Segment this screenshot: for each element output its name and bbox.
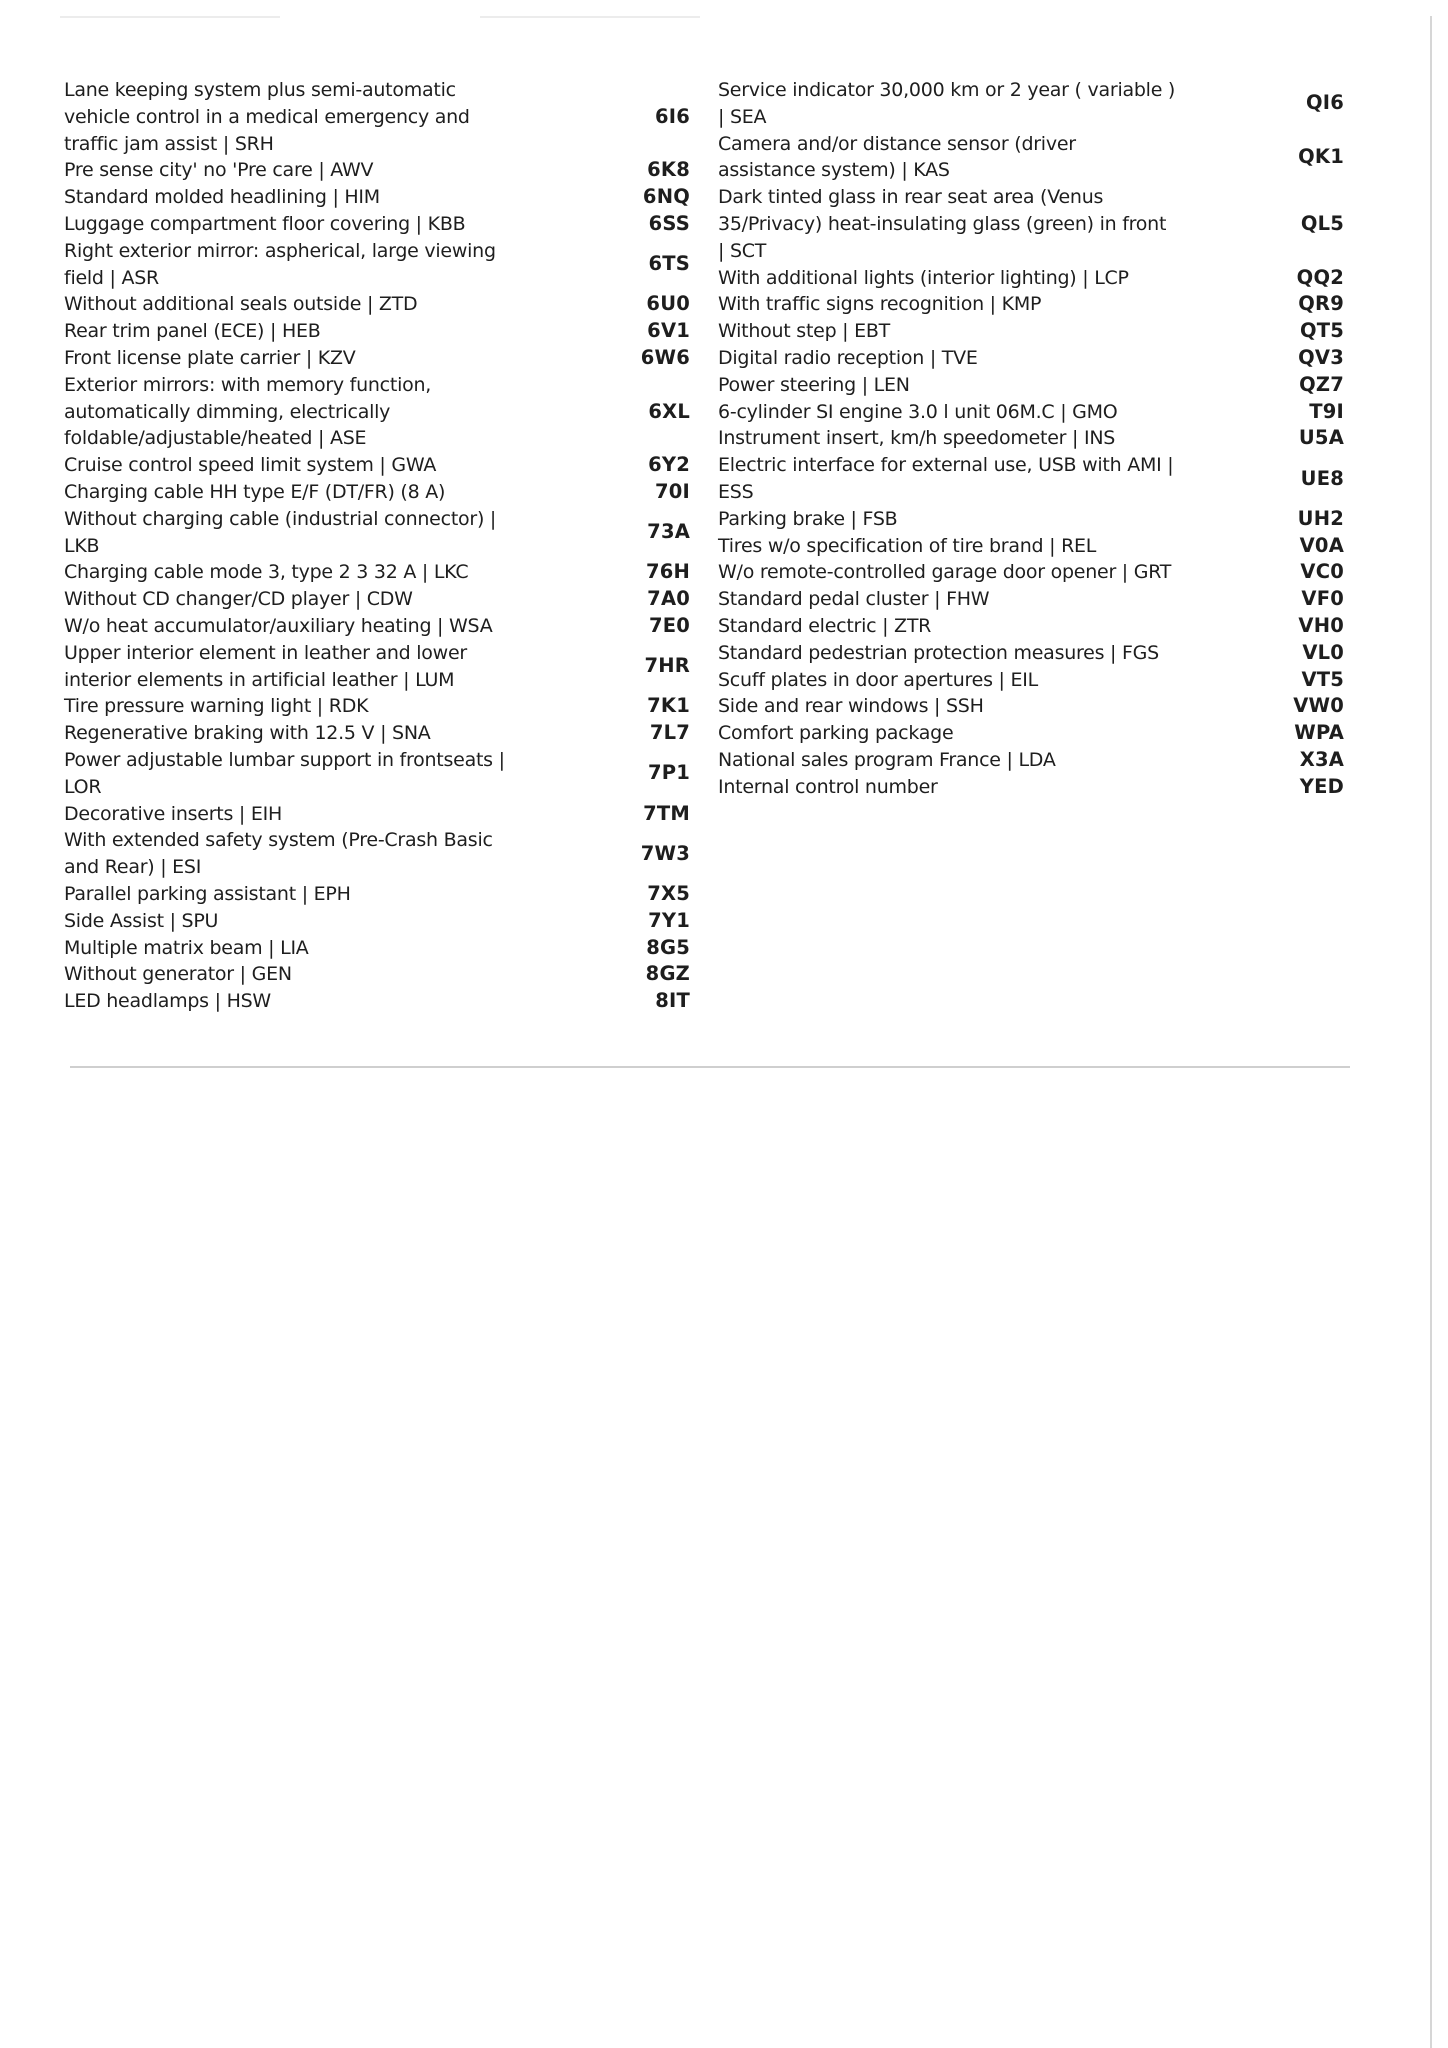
option-code: VC0 (1300, 560, 1344, 584)
option-description: Electric interface for external use, USB with AMI | ESS (718, 454, 1174, 503)
option-row (718, 613, 1344, 640)
option-description: With traffic signs recognition | KMP (718, 293, 1042, 316)
option-code: VF0 (1301, 587, 1344, 611)
option-description: Exterior mirrors: with memory function, automatically dimming, electrically foldable/adjustable/heated | ASE (64, 373, 432, 450)
option-row (718, 452, 1344, 506)
option-code: 8GZ (645, 962, 690, 986)
option-description: Scuff plates in door apertures | EIL (718, 668, 1038, 691)
option-description: Without charging cable (industrial connector) | LKB (64, 507, 497, 557)
option-description: Power steering | LEN (718, 373, 910, 396)
option-description: Luggage compartment floor covering | KBB (64, 212, 466, 235)
option-description: Charging cable mode 3, type 2 3 32 A | LKC (64, 561, 469, 584)
option-row (64, 827, 690, 881)
option-description: Regenerative braking with 12.5 V | SNA (64, 722, 431, 745)
option-row (64, 720, 690, 747)
option-code: QI6 (1305, 91, 1344, 115)
option-description: W/o heat accumulator/auxiliary heating | WSA (64, 614, 493, 637)
option-code: 7TM (643, 801, 690, 825)
option-code: UE8 (1300, 466, 1344, 490)
option-row (718, 559, 1344, 586)
option-code: 6V1 (647, 319, 690, 343)
option-description: Decorative inserts | EIH (64, 802, 282, 825)
section-divider (70, 1066, 1350, 1068)
option-description: Lane keeping system plus semi-automatic vehicle control in a medical emergency and traffic jam assist | SRH (64, 79, 470, 155)
option-code: QV3 (1298, 345, 1344, 369)
option-code: 6XL (648, 399, 690, 423)
option-row (718, 747, 1344, 774)
option-code: T9I (1309, 399, 1344, 423)
option-row (718, 667, 1344, 694)
option-row (64, 77, 690, 157)
option-row (718, 774, 1344, 801)
option-description: 6-cylinder SI engine 3.0 l unit 06M.C | GMO (718, 400, 1118, 423)
options-list-right (718, 77, 1344, 801)
option-code: 7Y1 (648, 908, 690, 932)
option-row (64, 613, 690, 640)
option-code: U5A (1298, 426, 1344, 450)
option-code: 6Y2 (648, 453, 690, 477)
option-code: VL0 (1302, 640, 1344, 664)
option-code: 7L7 (649, 721, 690, 745)
option-description: Without additional seals outside | ZTD (64, 293, 418, 316)
option-row (64, 988, 690, 1015)
option-description: Camera and/or distance sensor (driver assistance system) | KAS (718, 132, 1076, 182)
option-row (64, 640, 690, 694)
scan-artifact (480, 16, 700, 18)
option-code: 76H (645, 560, 690, 584)
option-row (64, 291, 690, 318)
option-row (718, 533, 1344, 560)
option-description: Cruise control speed limit system | GWA (64, 454, 437, 477)
option-row (64, 238, 690, 292)
option-code: 6K8 (647, 158, 690, 182)
option-row (718, 345, 1344, 372)
option-row (64, 961, 690, 988)
option-description: Standard pedestrian protection measures | FGS (718, 641, 1159, 664)
option-code: 6SS (648, 211, 690, 235)
option-code: YED (1299, 774, 1344, 798)
option-description: Right exterior mirror: aspherical, large viewing field | ASR (64, 239, 496, 289)
option-description: Rear trim panel (ECE) | HEB (64, 320, 321, 343)
option-row (718, 131, 1344, 185)
option-row (64, 881, 690, 908)
option-description: Standard electric | ZTR (718, 614, 932, 637)
option-row (64, 452, 690, 479)
option-code: QL5 (1300, 211, 1344, 235)
option-description: Power adjustable lumbar support in frontseats | LOR (64, 748, 505, 798)
option-code: WPA (1294, 721, 1344, 745)
option-description: Pre sense city' no 'Pre care | AWV (64, 159, 374, 182)
option-code: 6U0 (646, 292, 690, 316)
option-code: 7A0 (647, 587, 690, 611)
option-row (64, 506, 690, 560)
option-row (64, 345, 690, 372)
option-description: Without generator | GEN (64, 963, 292, 986)
option-code: V0A (1299, 533, 1344, 557)
option-row (718, 265, 1344, 292)
option-code: 7X5 (647, 881, 690, 905)
option-row (718, 640, 1344, 667)
option-row (718, 693, 1344, 720)
option-description: Charging cable HH type E/F (DT/FR) (8 A) (64, 480, 446, 503)
option-row (64, 318, 690, 345)
option-row (64, 586, 690, 613)
option-description: Service indicator 30,000 km or 2 year ( variable ) | SEA (718, 79, 1176, 128)
option-row (718, 425, 1344, 452)
option-description: Side and rear windows | SSH (718, 695, 984, 718)
option-row (718, 720, 1344, 747)
option-description: Side Assist | SPU (64, 909, 219, 932)
option-row (64, 908, 690, 935)
option-description: Dark tinted glass in rear seat area (Venus 35/Privacy) heat-insulating glass (green) in front | SCT (718, 186, 1167, 262)
scan-artifact (60, 16, 280, 18)
option-row (718, 291, 1344, 318)
option-row (718, 372, 1344, 399)
option-description: Front license plate carrier | KZV (64, 346, 356, 369)
option-description: Instrument insert, km/h speedometer | INS (718, 427, 1116, 450)
option-code: 6TS (648, 252, 690, 276)
option-description: Without step | EBT (718, 320, 891, 343)
option-description: Digital radio reception | TVE (718, 346, 978, 369)
option-description: Multiple matrix beam | LIA (64, 936, 309, 959)
option-description: Tires w/o specification of tire brand | REL (718, 534, 1097, 557)
option-code: QZ7 (1299, 372, 1344, 396)
option-code: QQ2 (1296, 265, 1344, 289)
option-row (718, 318, 1344, 345)
option-row (718, 586, 1344, 613)
option-description: W/o remote-controlled garage door opener | GRT (718, 561, 1172, 584)
option-code: 7W3 (640, 841, 690, 865)
option-code: VW0 (1293, 694, 1344, 718)
option-code: 7P1 (647, 761, 690, 785)
option-description: Parking brake | FSB (718, 507, 898, 530)
option-description: Internal control number (718, 775, 938, 798)
option-row (718, 506, 1344, 533)
option-code: 6I6 (655, 104, 690, 128)
option-code: QR9 (1298, 292, 1344, 316)
option-code: 73A (647, 520, 690, 544)
option-row (718, 184, 1344, 264)
option-row (718, 77, 1344, 131)
option-description: Parallel parking assistant | EPH (64, 882, 351, 905)
option-row (64, 211, 690, 238)
option-code: 6NQ (642, 185, 690, 209)
options-list-left (64, 77, 690, 1015)
option-code: 8IT (655, 989, 690, 1013)
option-code: QT5 (1299, 319, 1344, 343)
option-row (64, 479, 690, 506)
option-row (718, 399, 1344, 426)
option-description: Standard molded headlining | HIM (64, 186, 380, 209)
option-code: 7K1 (647, 694, 690, 718)
option-code: VH0 (1298, 613, 1344, 637)
option-code: X3A (1299, 747, 1344, 771)
option-code: 8G5 (646, 935, 690, 959)
option-code: QK1 (1298, 144, 1344, 168)
option-row (64, 935, 690, 962)
option-code: 70I (655, 479, 690, 503)
option-description: Upper interior element in leather and lower interior elements in artificial leather | LUM (64, 641, 467, 691)
option-code: 7E0 (648, 613, 690, 637)
option-description: Standard pedal cluster | FHW (718, 588, 990, 611)
option-row (64, 184, 690, 211)
option-description: With additional lights (interior lighting) | LCP (718, 266, 1129, 289)
option-row (64, 372, 690, 452)
option-code: UH2 (1297, 506, 1344, 530)
option-description: National sales program France | LDA (718, 748, 1056, 771)
option-code: 7HR (644, 654, 690, 678)
option-row (64, 693, 690, 720)
option-code: 6W6 (640, 345, 690, 369)
option-row (64, 157, 690, 184)
option-description: LED headlamps | HSW (64, 990, 271, 1013)
option-description: Comfort parking package (718, 722, 954, 745)
option-description: With extended safety system (Pre-Crash Basic and Rear) | ESI (64, 829, 493, 879)
option-code: VT5 (1301, 667, 1344, 691)
option-description: Tire pressure warning light | RDK (64, 695, 369, 718)
scan-edge-line (1430, 16, 1432, 2048)
option-row (64, 801, 690, 828)
option-description: Without CD changer/CD player | CDW (64, 588, 413, 611)
option-row (64, 559, 690, 586)
option-row (64, 747, 690, 801)
